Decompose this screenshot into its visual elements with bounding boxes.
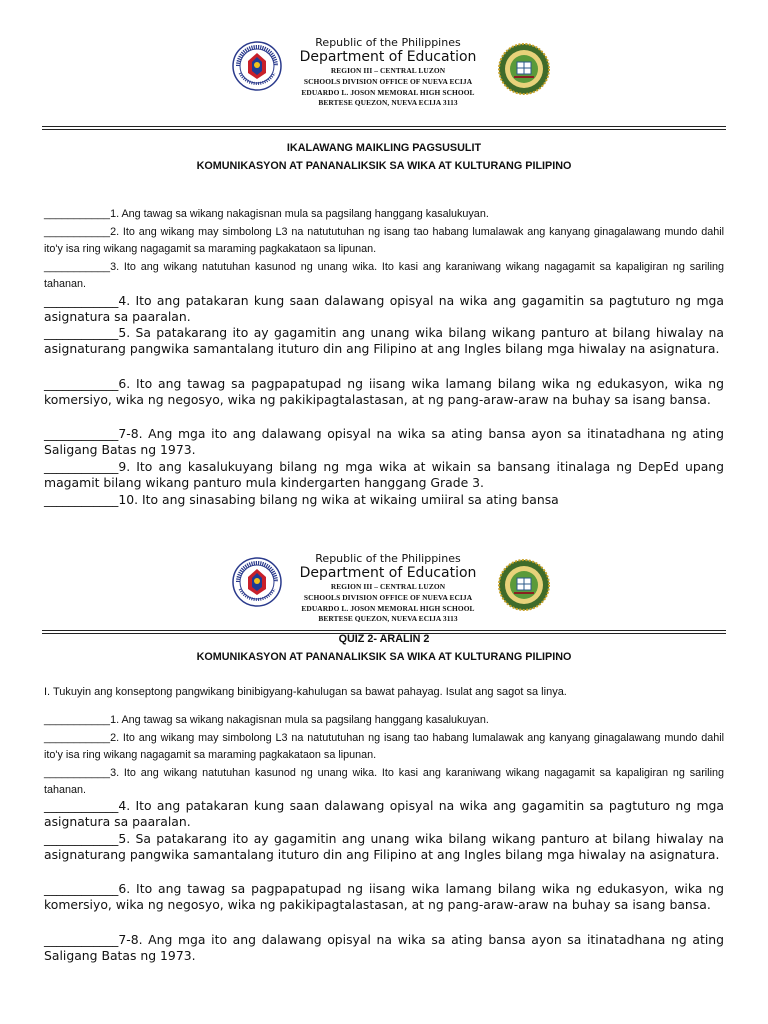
answer-blank[interactable]: ____________ [44, 325, 119, 340]
question-text: 6. Ito ang tawag sa pagpapatupad ng iisang wika lamang bilang wika ng edukasyon, wika ng komersiyo, wika ng negosyo, wika ng pakikipagtalastasan, at ng pang-araw-araw na buhay sa isang bansa. [44, 376, 724, 407]
question-text: 10. Ito ang sinasabing bilang ng wika at wikaing umiiral sa ating bansa [118, 492, 559, 507]
answer-blank[interactable]: ____________ [44, 831, 119, 846]
question-2 [44, 224, 724, 258]
department-name: Department of Education [299, 565, 477, 581]
question-text: 1. Ang tawag sa wikang nakagisnan mula sa pagsilang hanggang kasalukuyan. [110, 208, 489, 220]
question-4 [44, 798, 724, 830]
republic-text: Republic of the Philippines [315, 36, 461, 49]
question-3 [44, 259, 724, 293]
question-7-8 [44, 426, 724, 458]
region-text: REGION III – CENTRAL LUZON [330, 582, 446, 591]
answer-blank[interactable]: ___________ [44, 732, 111, 744]
question-1 [44, 712, 724, 729]
question-3 [44, 765, 724, 799]
answer-blank[interactable]: ____________ [44, 932, 119, 947]
quiz-title: IKALAWANG MAIKLING PAGSUSULIT [286, 142, 482, 154]
question-text: 6. Ito ang tawag sa pagpapatupad ng iisang wika lamang bilang wika ng edukasyon, wika ng komersiyo, wika ng negosyo, wika ng pakikipagtalastasan, at ng pang-araw-araw na buhay sa isang bansa. [44, 881, 724, 912]
question-text: 2. Ito ang wikang may simbolong L3 na natututuhan ng isang tao habang lumalawak ang kanyang ginagalawang mundo dahil ito'y isa ring wikang nagagamit sa maraming pagkakataon sa lipunan. [44, 732, 724, 761]
subject-title: KOMUNIKASYON AT PANANALIKSIK SA WIKA AT KULTURANG PILIPINO [196, 160, 572, 172]
school-seal-icon [498, 43, 550, 95]
republic-text: Republic of the Philippines [315, 552, 461, 565]
question-1 [44, 206, 724, 223]
question-text: 5. Sa patakarang ito ay gagamitin ang unang wika bilang wikang panturo at bilang hiwalay na asignaturang pangwika samantalang ituturo din ang Filipino at ang Ingles bilang mga hiwalay na asignatura. [44, 831, 724, 862]
question-7-8 [44, 932, 724, 964]
question-text: 3. Ito ang wikang natutuhan kasunod ng unang wika. Ito kasi ang karaniwang wikang nagagamit sa kapaligiran ng sariling tahanan. [44, 261, 724, 290]
question-2 [44, 730, 724, 764]
question-10 [44, 492, 724, 508]
letterhead [0, 36, 768, 136]
division-text: SCHOOLS DIVISION OFFICE OF NUEVA ECIJA [303, 76, 473, 86]
school-seal-icon [498, 559, 550, 611]
answer-blank[interactable]: ____________ [44, 881, 119, 896]
question-text: 4. Ito ang patakaran kung saan dalawang opisyal na wika ang gagamitin sa pagtuturo ng mga asignatura sa paaralan. [44, 798, 724, 829]
question-text: 1. Ang tawag sa wikang nakagisnan mula sa pagsilang hanggang kasalukuyan. [110, 714, 489, 726]
school-address: BERTESE QUEZON, NUEVA ECIJA 3113 [318, 614, 458, 624]
instruction-text: I. Tukuyin ang konseptong pangwikang binibigyang-kahulugan sa bawat pahayag. Isulat ang sagot sa linya. [44, 686, 567, 698]
question-text: 4. Ito ang patakaran kung saan dalawang opisyal na wika ang gagamitin sa pagtuturo ng mga asignatura sa paaralan. [44, 293, 724, 324]
answer-blank[interactable]: ____________ [44, 798, 119, 813]
question-5 [44, 325, 724, 357]
question-text: 7-8. Ang mga ito ang dalawang opisyal na wika sa ating bansa ayon sa itinatadhana ng ating Saligang Batas ng 1973. [44, 426, 724, 457]
answer-blank[interactable]: ____________ [44, 459, 119, 474]
answer-blank[interactable]: ____________ [44, 492, 119, 507]
answer-blank[interactable]: ___________ [44, 208, 111, 220]
answer-blank[interactable]: ____________ [44, 376, 119, 391]
subject-title: KOMUNIKASYON AT PANANALIKSIK SA WIKA AT KULTURANG PILIPINO [196, 651, 572, 663]
region-text: REGION III – CENTRAL LUZON [330, 66, 446, 75]
answer-blank[interactable]: ___________ [44, 226, 111, 238]
school-address: BERTESE QUEZON, NUEVA ECIJA 3113 [318, 98, 458, 108]
school-name: EDUARDO L. JOSON MEMORAL HIGH SCHOOL [301, 603, 475, 613]
answer-blank[interactable]: ___________ [44, 767, 111, 779]
answer-blank[interactable]: ___________ [44, 261, 111, 273]
quiz-title: QUIZ 2- ARALIN 2 [338, 633, 430, 645]
answer-blank[interactable]: ___________ [44, 714, 111, 726]
question-text: 3. Ito ang wikang natutuhan kasunod ng unang wika. Ito kasi ang karaniwang wikang nagagamit sa kapaligiran ng sariling tahanan. [44, 767, 724, 796]
question-text: 7-8. Ang mga ito ang dalawang opisyal na wika sa ating bansa ayon sa itinatadhana ng ating Saligang Batas ng 1973. [44, 932, 724, 963]
question-6 [44, 376, 724, 408]
question-text: 9. Ito ang kasalukuyang bilang ng mga wika at wikain sa bansang itinalaga ng DepEd upang magamit bilang wikang panturo mula kindergarten hanggang Grade 3. [44, 459, 724, 490]
school-name: EDUARDO L. JOSON MEMORAL HIGH SCHOOL [301, 87, 475, 97]
question-text: 5. Sa patakarang ito ay gagamitin ang unang wika bilang wikang panturo at bilang hiwalay na asignaturang pangwika samantalang ituturo din ang Filipino at ang Ingles bilang mga hiwalay na asignatura. [44, 325, 724, 356]
answer-blank[interactable]: ____________ [44, 293, 119, 308]
question-4 [44, 293, 724, 325]
department-name: Department of Education [299, 49, 477, 65]
question-6 [44, 881, 724, 913]
question-5 [44, 831, 724, 863]
question-text: 2. Ito ang wikang may simbolong L3 na natututuhan ng isang tao habang lumalawak ang kanyang ginagalawang mundo dahil ito'y isa ring wikang nagagamit sa maraming pagkakataon sa lipunan. [44, 226, 724, 255]
answer-blank[interactable]: ____________ [44, 426, 119, 441]
question-9 [44, 459, 724, 491]
division-text: SCHOOLS DIVISION OFFICE OF NUEVA ECIJA [303, 592, 473, 602]
